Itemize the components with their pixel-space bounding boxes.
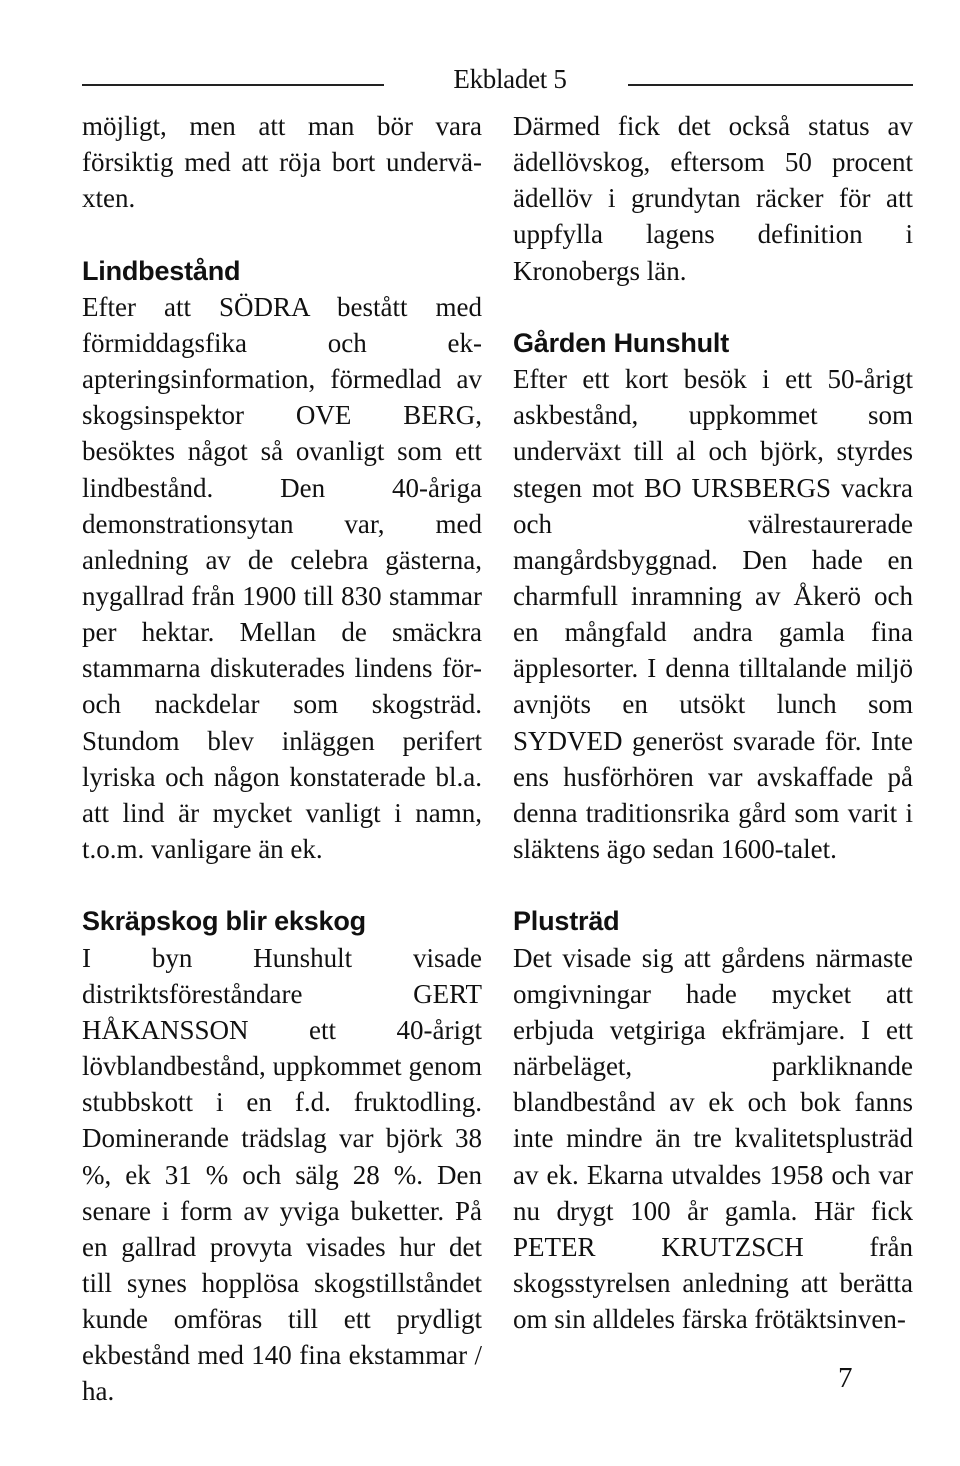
section-heading-lindbestand: Lindbestånd xyxy=(82,255,241,286)
header-rule-left xyxy=(82,84,384,86)
page-header-title: Ekbladet 5 xyxy=(453,64,567,94)
section-body-lindbestand: Efter att SÖDRA bestått med förmiddagsfika och ek-apteringsinformation, förmedlad av skogsinspektor OVE BERG, besöktes något så ovanligt som ett lindbestånd. Den 40-åriga demonstrationsytan var, med anledning av de celebra gästerna, nygallrad från 1900 till 830 stammar per hektar. Mellan de smäckra stammarna diskuterades lindens för- och nackdelar som skogsträd. Stundom blev inläggen perifert lyriska och någon konstaterade bl.a. att lind är mycket vanligt i namn, t.o.m. vanligare än ek. xyxy=(82,291,482,865)
left-intro-paragraph: möjligt, men att man bör vara försiktig med att röja bort underväxten. xyxy=(82,111,482,214)
right-intro-paragraph: Därmed fick det också status av ädellövskog, eftersom 50 procent ädellöv i grundytan räcker för att uppfylla lagens definition i Kronobergs län. xyxy=(513,111,913,286)
page-number: 7 xyxy=(838,1362,853,1394)
section-body-plustrad: Det visade sig att gårdens närmaste omgivningar hade mycket att erbjuda vetgiriga ekfrämjare. I ett närbeläget, parkliknande blandbestånd av ek och bok fanns inte mindre än tre kvalitetsplusträd av ek. Ekarna utvaldes 1958 och var nu drygt 100 år gamla. Här fick PETER KRUTZSCH från skogsstyrelsen anledning att berätta om sin alldeles färska frötäktsinven- xyxy=(513,942,913,1335)
right-column xyxy=(513,108,913,1337)
section-heading-skrapskog: Skräpskog blir ekskog xyxy=(82,906,366,937)
section-heading-garden-hunshult: Gården Hunshult xyxy=(513,327,730,358)
section-body-garden-hunshult: Efter ett kort besök i ett 50-årigt askbestånd, uppkommet som underväxt till al och björk, styrdes stegen mot BO URSBERGS vackra och välrestaurerade mangårdsbyggnad. Den hade en charmfull inramning av Åkerö och en mångfald andra gamla fina äpplesorter. I denna tilltalande miljö avnjöts en utsökt lunch som SYDVED generöst svarade för. Inte ens husförhören var avskaffade på denna traditionsrika gård som varit i släktens ägo sedan 1600-talet. xyxy=(513,364,913,865)
section-heading-plustrad: Plusträd xyxy=(513,906,620,937)
section-body-skrapskog: I byn Hunshult visade distriktsföreståndare GERT HÅKANSSON ett 40-årigt lövblandbestånd, uppkommet genom stubbskott i en f.d. fruktodling. Dominerande trädslag var björk 38 %, ek 31 % och sälg 28 %. Den senare i form av yviga buketter. På en gallrad provyta visades hur det till synes hopplösa skogstillståndet kunde omföras till ett prydligt ekbestånd med 140 fina ekstammar / ha. xyxy=(82,942,482,1407)
header-rule-right xyxy=(628,84,913,86)
left-column xyxy=(82,108,482,1410)
